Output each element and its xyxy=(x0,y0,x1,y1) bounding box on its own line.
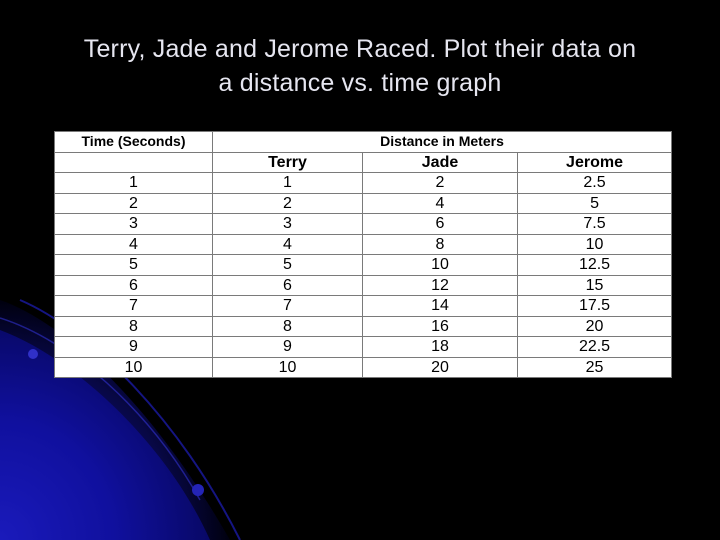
subheader-jerome: Jerome xyxy=(518,152,672,173)
time-cell: 4 xyxy=(55,234,213,255)
table-subheader-row xyxy=(55,152,672,173)
terry-cell: 5 xyxy=(213,255,363,276)
terry-cell: 3 xyxy=(213,214,363,235)
table-row xyxy=(55,337,672,358)
jerome-cell: 12.5 xyxy=(518,255,672,276)
time-cell: 8 xyxy=(55,316,213,337)
jerome-cell: 20 xyxy=(518,316,672,337)
time-cell: 10 xyxy=(55,357,213,378)
terry-cell: 6 xyxy=(213,275,363,296)
jade-cell: 14 xyxy=(363,296,518,317)
table-row xyxy=(55,214,672,235)
time-cell: 2 xyxy=(55,193,213,214)
table-body xyxy=(55,173,672,378)
jerome-cell: 2.5 xyxy=(518,173,672,194)
jade-cell: 10 xyxy=(363,255,518,276)
table-row xyxy=(55,234,672,255)
jerome-cell: 5 xyxy=(518,193,672,214)
table-row xyxy=(55,316,672,337)
terry-cell: 10 xyxy=(213,357,363,378)
jerome-cell: 25 xyxy=(518,357,672,378)
jerome-cell: 7.5 xyxy=(518,214,672,235)
jade-cell: 6 xyxy=(363,214,518,235)
terry-cell: 9 xyxy=(213,337,363,358)
terry-cell: 4 xyxy=(213,234,363,255)
jade-cell: 18 xyxy=(363,337,518,358)
jerome-cell: 15 xyxy=(518,275,672,296)
race-data-table-container xyxy=(54,131,671,378)
time-cell: 5 xyxy=(55,255,213,276)
jade-cell: 16 xyxy=(363,316,518,337)
race-data-table xyxy=(54,131,672,378)
jerome-cell: 10 xyxy=(518,234,672,255)
terry-cell: 7 xyxy=(213,296,363,317)
time-cell: 7 xyxy=(55,296,213,317)
slide-title-line-2: a distance vs. time graph xyxy=(218,69,502,97)
slide-title-line-1: Terry, Jade and Jerome Raced. Plot their data on xyxy=(83,35,637,63)
jade-cell: 8 xyxy=(363,234,518,255)
table-row xyxy=(55,193,672,214)
time-cell: 6 xyxy=(55,275,213,296)
header-time-seconds: Time (Seconds) xyxy=(55,132,213,153)
time-cell: 9 xyxy=(55,337,213,358)
subheader-blank-cell xyxy=(55,152,213,173)
table-header-row xyxy=(55,132,672,153)
jerome-cell: 17.5 xyxy=(518,296,672,317)
jade-cell: 12 xyxy=(363,275,518,296)
time-cell: 1 xyxy=(55,173,213,194)
table-row xyxy=(55,255,672,276)
subheader-jade: Jade xyxy=(363,152,518,173)
jade-cell: 2 xyxy=(363,173,518,194)
slide-title xyxy=(20,32,700,100)
table-row xyxy=(55,296,672,317)
time-cell: 3 xyxy=(55,214,213,235)
terry-cell: 1 xyxy=(213,173,363,194)
terry-cell: 2 xyxy=(213,193,363,214)
subheader-terry: Terry xyxy=(213,152,363,173)
table-row xyxy=(55,357,672,378)
jade-cell: 20 xyxy=(363,357,518,378)
header-distance-meters: Distance in Meters xyxy=(213,132,672,153)
jade-cell: 4 xyxy=(363,193,518,214)
table-row xyxy=(55,173,672,194)
table-row xyxy=(55,275,672,296)
terry-cell: 8 xyxy=(213,316,363,337)
jerome-cell: 22.5 xyxy=(518,337,672,358)
